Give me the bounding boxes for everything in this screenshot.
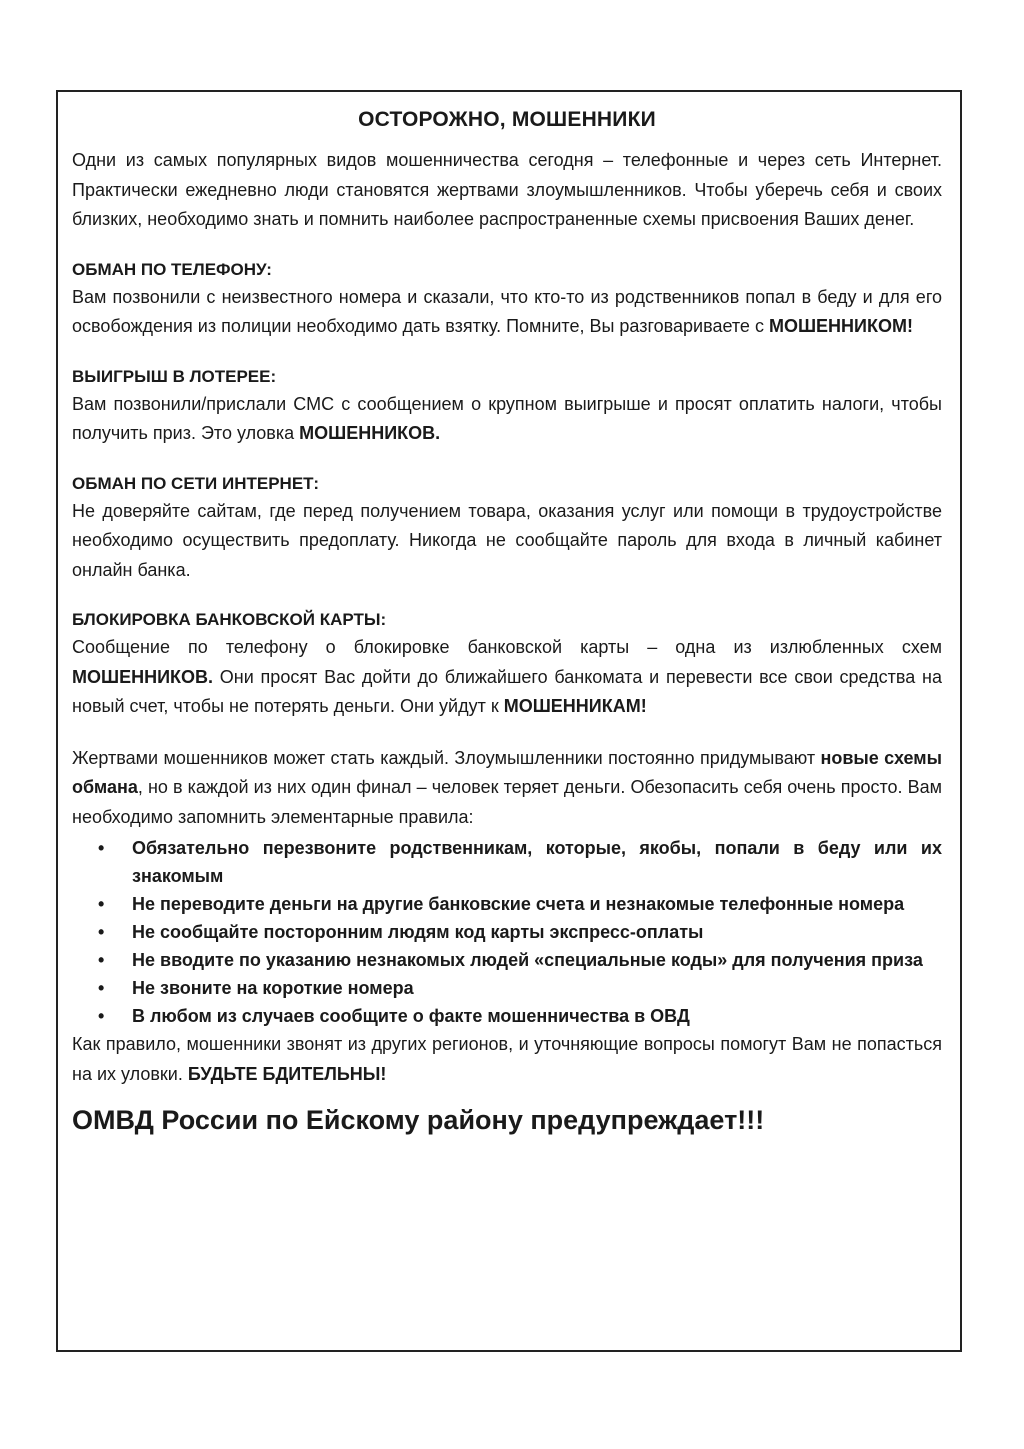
closing-text bbox=[72, 1030, 942, 1089]
section-text-bold: МОШЕННИКАМ! bbox=[503, 696, 647, 716]
section-heading: ОБМАН ПО СЕТИ ИНТЕРНЕТ: bbox=[72, 473, 319, 493]
section-text-body: Вам позвонили с неизвестного номера и сказали, что кто-то из родственников попал в беду и для его освобождения из полиции необходимо дать взятку. Помните, Вы разговариваете с bbox=[72, 286, 942, 336]
section-text-body: Вам позвонили/прислали СМС с сообщением о крупном выигрыше и просят оплатить налоги, чтобы получить приз. Это уловка bbox=[72, 393, 942, 443]
summary-text-bold: новые схемы обмана bbox=[72, 747, 942, 797]
rule-text: Не переводите деньги на другие банковские счета и незнакомые телефонные номера bbox=[132, 894, 905, 914]
section-text-body: Сообщение по телефону о блокировке банковской карты – одна из излюбленных схем bbox=[72, 637, 942, 657]
closing-text-body: Как правило, мошенники звонят из других регионов, и уточняющие вопросы помогут Вам не попасться на их уловки. bbox=[72, 1034, 942, 1084]
summary-text bbox=[72, 744, 942, 833]
list-item bbox=[98, 946, 942, 974]
list-item bbox=[98, 834, 942, 890]
list-item bbox=[98, 890, 942, 918]
list-item bbox=[98, 918, 942, 946]
section-internet-fraud bbox=[72, 471, 942, 586]
section-text-bold: МОШЕННИКОВ. bbox=[299, 423, 441, 443]
section-text bbox=[72, 283, 942, 342]
bullet-icon: • bbox=[98, 838, 105, 858]
rule-text: Не сообщайте посторонним людям код карты экспресс-оплаты bbox=[132, 922, 704, 942]
bullet-icon: • bbox=[98, 894, 105, 914]
rule-text: Не вводите по указанию незнакомых людей «специальные коды» для получения приза bbox=[132, 950, 923, 970]
section-heading: ВЫИГРЫШ В ЛОТЕРЕЕ: bbox=[72, 366, 277, 386]
page-title: ОСТОРОЖНО, МОШЕННИКИ bbox=[358, 108, 656, 131]
footer-warning: ОМВД России по Ейскому району предупреждает!!! bbox=[72, 1105, 765, 1135]
section-card-block bbox=[72, 607, 942, 722]
section-text bbox=[72, 390, 942, 449]
section-lottery bbox=[72, 364, 942, 449]
section-summary bbox=[72, 744, 942, 833]
intro-paragraph: Одни из самых популярных видов мошенничества сегодня – телефонные и через сеть Интернет. Практически ежедневно люди становятся жертвами злоумышленников. Чтобы уберечь себя и своих близких, необходимо знать и помнить наиболее распространенные схемы присвоения Ваших денег. bbox=[72, 150, 942, 229]
section-heading: ОБМАН ПО ТЕЛЕФОНУ: bbox=[72, 259, 272, 279]
section-heading: БЛОКИРОВКА БАНКОВСКОЙ КАРТЫ: bbox=[72, 610, 387, 629]
section-text bbox=[72, 633, 942, 722]
summary-text-body: , но в каждой из них один финал – человек теряет деньги. Обезопасить себя очень просто. Вам необходимо запомнить элементарные правила: bbox=[72, 777, 942, 827]
bullet-icon: • bbox=[98, 1006, 105, 1026]
rule-text: В любом из случаев сообщите о факте мошенничества в ОВД bbox=[132, 1006, 690, 1026]
closing-text-bold: БУДЬТЕ БДИТЕЛЬНЫ! bbox=[187, 1063, 387, 1084]
bullet-icon: • bbox=[98, 950, 105, 970]
section-text: Не доверяйте сайтам, где перед получением товара, оказания услуг или помощи в трудоустройстве необходимо осуществить предоплату. Никогда не сообщайте пароль для входа в личный кабинет онлайн банка. bbox=[72, 500, 942, 580]
leaflet-frame bbox=[56, 90, 962, 1352]
summary-text-body: Жертвами мошенников может стать каждый. Злоумышленники постоянно придумывают bbox=[72, 747, 821, 768]
rule-text: Обязательно перезвоните родственникам, которые, якобы, попали в беду или их знакомым bbox=[132, 838, 942, 886]
list-item bbox=[98, 974, 942, 1002]
section-text-body: Они просят Вас дойти до ближайшего банкомата и перевести все свои средства на новый счет, чтобы не потерять деньги. Они уйдут к bbox=[72, 666, 942, 716]
section-text-bold: МОШЕННИКОМ! bbox=[768, 316, 913, 336]
bullet-icon: • bbox=[98, 978, 105, 998]
bullet-icon: • bbox=[98, 922, 105, 942]
rules-list bbox=[72, 834, 942, 1030]
section-text-bold: МОШЕННИКОВ. bbox=[72, 666, 214, 687]
section-phone-fraud bbox=[72, 257, 942, 342]
rule-text: Не звоните на короткие номера bbox=[132, 978, 414, 998]
list-item bbox=[98, 1002, 942, 1030]
